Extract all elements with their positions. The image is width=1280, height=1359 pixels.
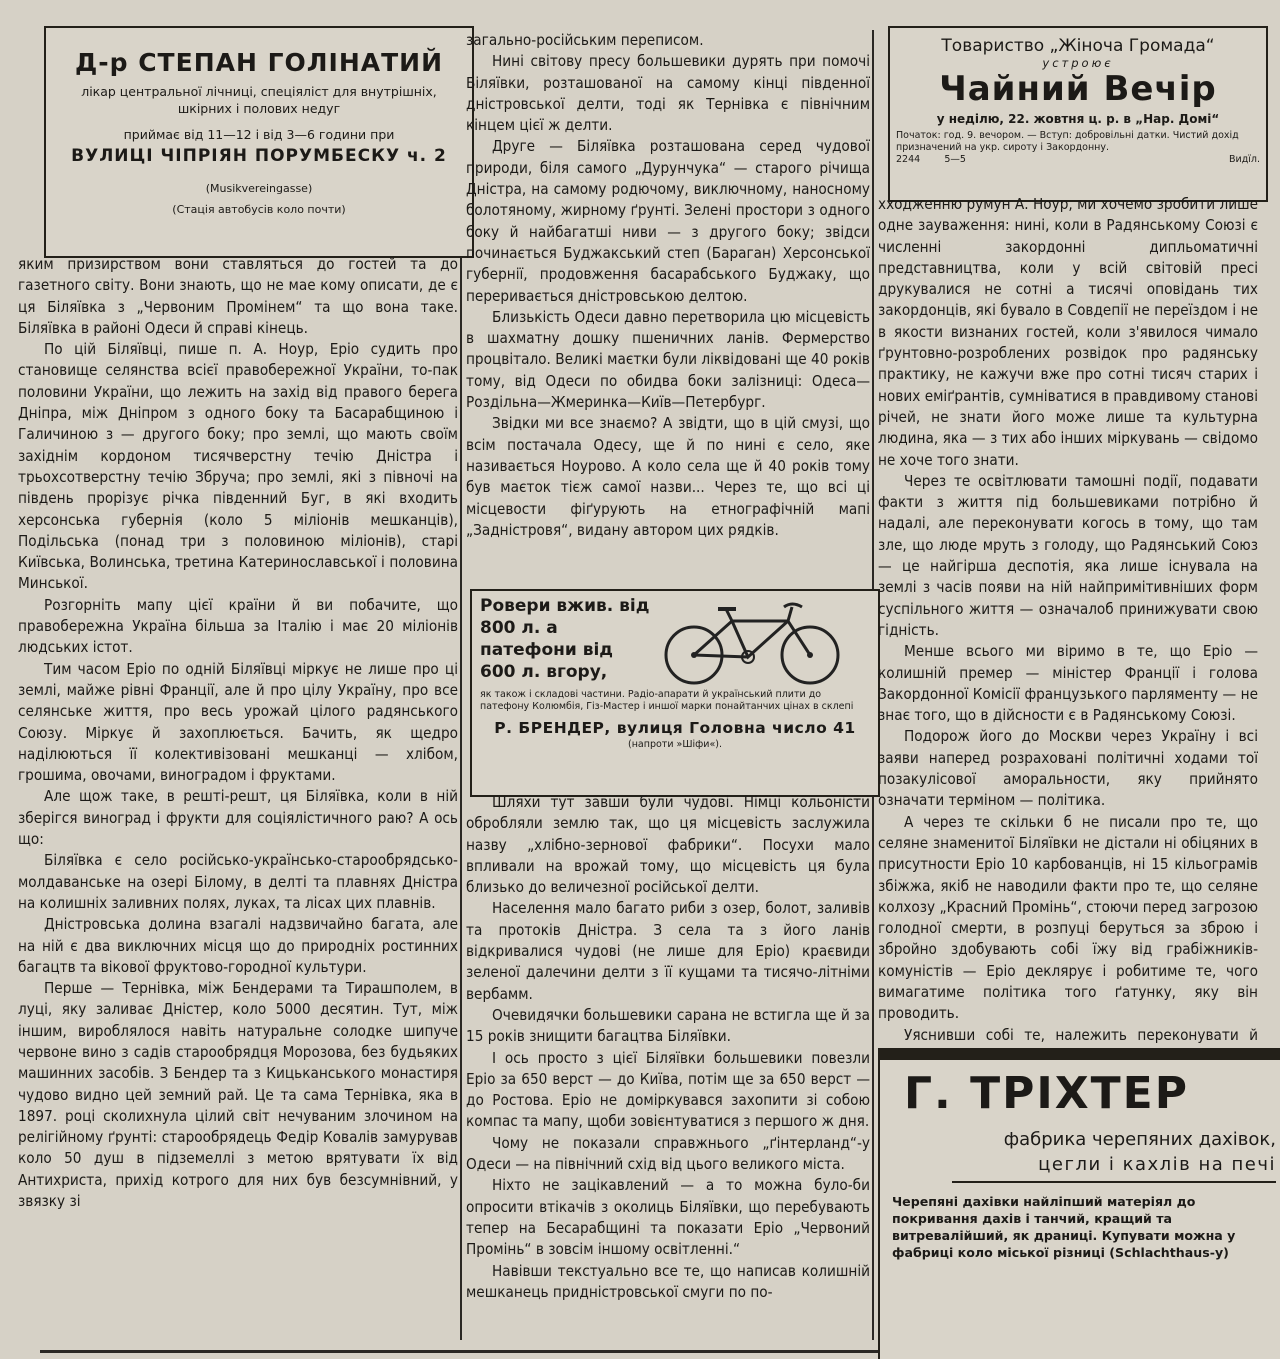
- article-right-column: [878, 194, 1258, 1044]
- article-paragraph: Тим часом Еріо по одній Біляївці міркує не лише про ці землі, майже рівні Франції, але й про цілу Україну, про все селянське життя, про весь урожай цілого радянського Союзу. Міркує й захоплюється. Бачить, як щедро наділюються її колективізовані мешканці — хлібом, грошима, овочами, виноградом і фруктами.: [18, 659, 458, 785]
- article-paragraph: Уяснивши собі те, належить переконувати й: [904, 1025, 1258, 1044]
- article-paragraph: Менше всього ми віримо в те, що Еріо — колишній премер — міністер Франції і голова Закордонної Комісії французького парляменту — не знає того, що в дійсности є в Радянському Союзі.: [878, 642, 1258, 725]
- article-paragraph: А через те скільки б не писали про те, що селяне знаменитої Біляївки не дістали ні обіцяних в присутности Еріо 10 карбованців, ні 15 кільограмів збіжжа, якіб не наводили факти про те, що селяне колхозу „Красний Промінь“, стоючи перед загрозою голодної смерти, в розпуці беруться за зброю і збройно здобувають собі їжу від грабіжників-комуністів — Еріо деклярує і робитиме те, чого вимагатиме політика того ґатунку, яку він проводить.: [878, 812, 1258, 1023]
- article-paragraph: Подорож його до Москви через Україну і всі заяви наперед розраховані політичні ходами тої позакулісової аморальности, яку прийнято означати терміном — політика.: [878, 727, 1258, 810]
- bike-ad-note: (напроти »Шіфи«).: [628, 739, 722, 750]
- event-details: Початок: год. 9. вечором. — Вступ: добровільні датки. Чистий дохід призначений на укр. сироту і Закордонну.: [896, 130, 1239, 153]
- article-middle-top: [466, 30, 870, 578]
- trichter-line2: цегли і кахлів на печі: [1038, 1154, 1276, 1175]
- trichter-text: Черепяні дахівки найліпший матеріял до покривання дахів і танчий, кращий та витревалійший, як драниці. Купувати можна у фабриці коло міської різниці (Schlachthaus-у): [892, 1194, 1236, 1260]
- trichter-ad: [878, 1048, 1280, 1359]
- doctor-ad: [44, 26, 474, 258]
- article-paragraph: загально-російським переписом.: [466, 31, 704, 49]
- doctor-subtitle: лікар центральної лічниці, спеціяліст для внутрішніх, шкірних і полових недуг: [81, 84, 437, 116]
- article-paragraph: Населення мало багато риби з озер, болот, заливів та протоків Дністра. З села та з його ланів відкривалися чудові (не лише для Еріо) краєвиди зеленої далечини делти з її кущами та тисячо-літніми вербамм.: [466, 899, 870, 1003]
- bike-ad-headline: Ровери вжив. від 800 л. а патефони від 600 л. вгору,: [480, 596, 650, 682]
- bike-ad-owner: Р. БРЕНДЕР, вулиця Головна число 41: [494, 719, 856, 737]
- article-paragraph: хходженню румун А. Ноур, ми хочемо зробити лише одне зауваження: нині, коли в Радянському Союзі є численні закордонні дипльоматичні представництва, коли у всій світовій пресі друкувалися не сотні а тисячі оповідань тих закордонців, які бувало в Совдепії не переїздом і не в якости визнаних гостей, коли з'явилося чимало ґрунтовно-розроблених розвідок про радянську практику, не кажучи вже про сотні тисяч старих і нових еміґрантів, сумніватися в правдивому станові річей, не знати його може лише та культурна людина, яка — з тих або інших міркувань — свідомо не хоче того знати.: [878, 195, 1258, 469]
- article-paragraph: Біляївка є село російсько-українсько-старообрядсько-молдаванське на озері Білому, в делті та плавнях Дністра на колишніх заливних полях, луках, та лісах цих плавнів.: [18, 851, 458, 912]
- article-paragraph: І ось просто з цієї Біляївки большевики повезли Еріо за 650 верст — до Київа, потім ще за 650 верст — до Ростова. Еріо не доміркувався захопити зі собою компас та мапу, щоби зовієнтуватися з першого ж дня.: [466, 1048, 870, 1131]
- ad-board: Видїл.: [1229, 154, 1260, 165]
- doctor-street-alt: (Musikvereingasse): [205, 182, 313, 195]
- doctor-name: Д-р СТЕПАН ГОЛІНАТИЙ: [74, 48, 444, 77]
- article-paragraph: Перше — Тернівка, між Бендерами та Тирашполем, в луці, яку заливає Дністер, коло 5000 десятин. Тут, між іншим, вироблялося навіть натуральне солодке шипуче червоне вино з садів старообрядця Морозова, без будьяких машинних засобів. З Бендер та з Кицьканського монастиря чудово видно цей земний рай. Це та сама Тернівка, яка в 1897. році сколихнула цілий світ нечуваним злочином на релігійному ґрунті: старообрядець Федір Ковалів замурував коло 50 душ в підземеллі з метою врятувати їх від Антихриста, прихід котрого для них був безсумнівний, у звязку зі: [18, 979, 458, 1211]
- article-paragraph: Навівши текстуально все те, що написав колишній мешканець придністровської смуги по по-: [466, 1261, 870, 1301]
- article-left-column: [18, 254, 458, 1354]
- article-paragraph: Чому не показали справжнього „ґінтерланд“-у Одеси — на північний схід від цього великого міста.: [466, 1133, 870, 1174]
- bike-ad-body: як також і складові частини. Радіо-апарати й український плити до патефону Колюмбія, Гіз-Мастер і иншої марки понайтанчих цінах в склепі: [480, 689, 854, 712]
- article-paragraph: Але щож таке, в решті-решт, ця Біляївка, коли в ній зберігся виноград і фрукти для соціялістичного раю? А ось що:: [18, 787, 458, 849]
- article-middle-bottom: [466, 792, 870, 1344]
- article-paragraph: Розгорніть мапу цієї країни й ви побачите, що правобережна Україна більша за Італію і має 20 міліонів людських істот.: [18, 595, 458, 657]
- article-paragraph: По цій Біляївці, пише п. А. Ноур, Еріо судить про становище селянства всієї правобережної України, то-пак половини України, що лежить на захід від правого берега Дніпра, між Дніпром з одного боку та Басарабщиною і Галичиною з — другого боку; про землі, що мають своїм західнім кордоном тисячверстну течію Дністра і трьохсотверстну течію Збруча; про землі, які з півночі на південь прорізує річка південний Буг, в які входить херсонська губернія (коло 5 міліонів мешканців), Подільська (понад три з половиною міліонів), старі Київська, Волинська, третина Катеринославської і половина Минської.: [18, 340, 458, 593]
- article-paragraph: Звідки ми все знаємо? А звідти, що в цій смузі, що всім постачала Одесу, ще й по нині є село, яке називається Ноурово. А коло села ще й 40 років тому був маєток тієж самої назви... Через те, що всі ці місцевости фіґурують на етнографічній мапі „Задністровя“, видану автором цих рядків.: [466, 414, 870, 539]
- article-paragraph: Ніхто не зацікавлений — а то можна було-би опросити втікачів з околиць Біляївки, що перебувають тепер на Бесарабщині та показати Еріо „Червоний Промінь“ в зовсім іншому освітленні.“: [466, 1176, 870, 1259]
- doctor-bus-note: (Стація автобусів коло почти): [172, 203, 346, 216]
- society-name: Товариство „Жіноча Громада“: [941, 36, 1215, 56]
- event-date: у неділю, 22. жовтня ц. р. в „Нар. Домі“: [936, 112, 1220, 126]
- society-arranges: устроює: [1042, 56, 1114, 70]
- doctor-street: ВУЛИЦІ ЧІПРІЯН ПОРУМБЕСКУ ч. 2: [71, 146, 447, 166]
- ad-number: 2244: [896, 154, 921, 165]
- bicycle-icon: [652, 597, 852, 687]
- article-paragraph: Очевидячки большевики сарана не встигла ще й за 15 років знищити багацтва Біляївки.: [466, 1005, 870, 1046]
- trichter-name: Г. ТРІХТЕР: [904, 1068, 1189, 1119]
- event-footer: [896, 154, 1260, 165]
- doctor-hours: приймає від 11—12 і від 3—6 години при: [123, 127, 395, 142]
- article-paragraph: Шляхи тут завши були чудові. Німці кольоністи обробляли землю так, що ця місцевість заслужила назву „хлібно-зернової фабрики“. Посухи мало впливали на врожай тому, що місцевість ця була близько до величезної російської делти.: [466, 793, 870, 897]
- bike-ad: [470, 589, 880, 797]
- ad-issue: 5—5: [944, 154, 966, 165]
- event-title: Чайний Вечір: [939, 69, 1217, 109]
- article-paragraph: Нині світову пресу большевики дурять при помочі Біляївки, розташованої на самому кінці південної дністровської делти, тоді як Тернівка є північним кінцем цієї ж делти.: [466, 52, 870, 135]
- trichter-divider: [952, 1181, 1276, 1183]
- article-paragraph: Близькість Одеси давно перетворила цю місцевість в шахматну дошку пшеничних ланів. Фермерство процвітало. Великі маєтки були ліквідовані ще 40 років тому, від Одеси по обидва боки залізниці: Одеса—Роздільна—Жмеринка—Київ—Петербург.: [466, 307, 870, 412]
- tea-evening-ad: [888, 26, 1268, 202]
- article-paragraph: яким призирством вони ставляться до гостей та до газетного світу. Вони знають, що не мае кому описати, де є ця Біляївка з „Червоним Промінем“ та що вона таке. Біляївка в районі Одеси й справі кінець.: [18, 255, 458, 337]
- trichter-line1: фабрика черепяних дахівок,: [1003, 1129, 1276, 1150]
- article-paragraph: Дністровська долина взагалі надзвичайно багата, але на ній є два виключних місця що до природніх ростинних багацтв та вікової фруктово-городної культури.: [18, 915, 458, 976]
- article-paragraph: Друге — Біляївка розташована серед чудової природи, біля самого „Дурунчука“ — старого річища Дністра, на самому родючому, виключному, наносному болотяному, жирному ґрунті. Зелені простори з одного боку й найбагатші ниви — з другого боку; звідси починається Буджакський степ (Бараган) Херсонської губернії, продовження басарабського Буджаку, що переривається дністровською делтою.: [466, 137, 870, 305]
- article-paragraph: Через те освітлювати тамошні події, подавати факти з життя під большевиками потрібно й надалі, але переконувати когось в тому, що там зле, що люде мруть з голоду, що Радянський Союз — це найгірша деспотія, яка лише існувала на землі з часів появи на ній найпримітивніших форм суспільного життя — означалоб принижувати свою гідність.: [878, 471, 1258, 639]
